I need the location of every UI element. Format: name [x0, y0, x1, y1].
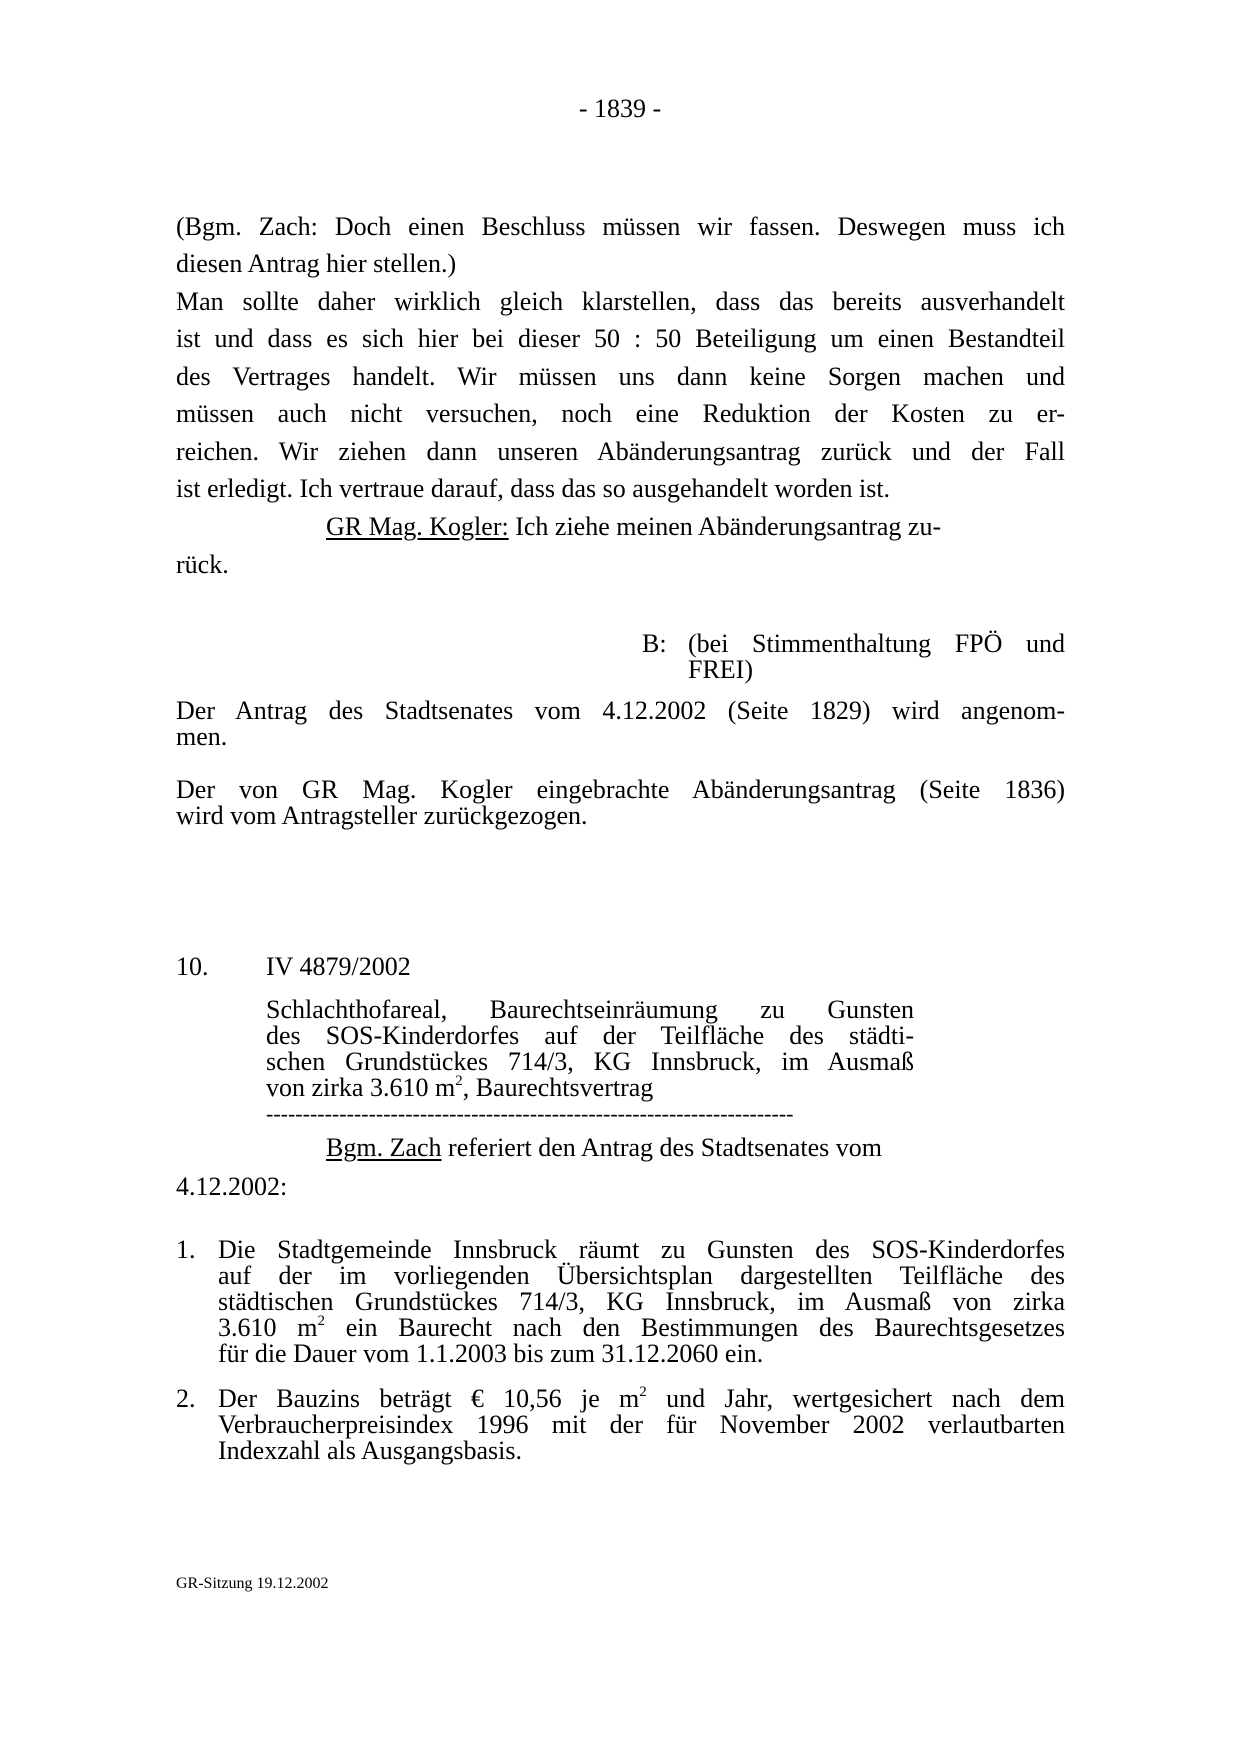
item-number: 10.	[176, 952, 209, 981]
intro-line: reichen. Wir ziehen dann unseren Abänderungsantrag zurück und der Fall	[176, 437, 1065, 466]
intro-line: (Bgm. Zach: Doch einen Beschluss müssen wir fassen. Deswegen muss ich	[176, 212, 1065, 241]
point-line: Verbraucherpreisindex 1996 mit der für November 2002 verlautbarten	[218, 1410, 1065, 1439]
point-number: 2.	[176, 1384, 196, 1413]
point-line: städtischen Grundstückes 714/3, KG Innsbruck, im Ausmaß von zirka	[218, 1287, 1065, 1316]
intro-line: müssen auch nicht versuchen, noch eine Reduktion der Kosten zu er-	[176, 399, 1065, 428]
intro-line: diesen Antrag hier stellen.)	[176, 249, 457, 278]
item-reference: IV 4879/2002	[266, 952, 411, 981]
item-title-line: des SOS-Kinderdorfes auf der Teilfläche des städti-	[266, 1021, 914, 1050]
item-title-text: von zirka 3.610 m	[266, 1073, 456, 1102]
superscript: 2	[317, 1313, 325, 1330]
item-title-text: , Baurechtsvertrag	[462, 1073, 654, 1102]
point-text: ein Baurecht nach den Bestimmungen des Baurechtsgesetzes	[324, 1313, 1065, 1342]
kogler-statement-continuation: rück.	[176, 550, 229, 579]
item-title-line	[266, 1073, 653, 1103]
point-line: für die Dauer vom 1.1.2003 bis zum 31.12.2060 ein.	[218, 1339, 764, 1368]
separator-line: ------------------------------------------------------------------------	[266, 1103, 794, 1125]
item-title-line: Schlachthofareal, Baurechtseinräumung zu Gunsten	[266, 995, 914, 1024]
point-line: auf der im vorliegenden Übersichtsplan dargestellten Teilfläche des	[218, 1261, 1065, 1290]
statement-text: Ich ziehe meinen Abänderungsantrag zu-	[515, 512, 942, 541]
intro-line: Man sollte daher wirklich gleich klarstellen, dass das bereits ausverhandelt	[176, 287, 1065, 316]
item-title-line: schen Grundstückes 714/3, KG Innsbruck, im Ausmaß	[266, 1047, 914, 1076]
intro-line: ist erledigt. Ich vertraue darauf, dass das so ausgehandelt worden ist.	[176, 474, 891, 503]
point-line: Indexzahl als Ausgangsbasis.	[218, 1436, 523, 1465]
result-line: wird vom Antragsteller zurückgezogen.	[176, 801, 588, 830]
referent-date: 4.12.2002:	[176, 1172, 288, 1201]
intro-line: ist und dass es sich hier bei dieser 50 : 50 Beteiligung um einen Bestandteil	[176, 324, 1065, 353]
point-text: 3.610 m	[218, 1313, 318, 1342]
page-number: - 1839 -	[578, 94, 662, 123]
kogler-statement	[326, 512, 1016, 542]
statement-text: referiert den Antrag des Stadtsenates vom	[448, 1133, 882, 1162]
result-line: men.	[176, 722, 228, 751]
referent-statement	[326, 1133, 882, 1163]
point-text: und Jahr, wertgesichert nach dem	[646, 1384, 1065, 1413]
page-footer: GR-Sitzung 19.12.2002	[176, 1575, 329, 1592]
superscript: 2	[455, 1073, 463, 1090]
decision-label: B:	[642, 629, 667, 658]
intro-line: des Vertrages handelt. Wir müssen uns dann keine Sorgen machen und	[176, 362, 1065, 391]
decision-line: FREI)	[688, 655, 753, 684]
point-text: Der Bauzins beträgt € 10,56 je m	[218, 1384, 640, 1413]
point-number: 1.	[176, 1235, 196, 1264]
decision-line: (bei Stimmenthaltung FPÖ und	[688, 629, 1065, 658]
result-line: Der Antrag des Stadtsenates vom 4.12.2002 (Seite 1829) wird angenom-	[176, 696, 1065, 725]
result-line: Der von GR Mag. Kogler eingebrachte Abänderungsantrag (Seite 1836)	[176, 775, 1065, 804]
speaker-name: GR Mag. Kogler:	[326, 512, 509, 541]
superscript: 2	[639, 1384, 647, 1401]
speaker-name: Bgm. Zach	[326, 1133, 442, 1162]
point-line: Die Stadtgemeinde Innsbruck räumt zu Gunsten des SOS-Kinderdorfes	[218, 1235, 1065, 1264]
